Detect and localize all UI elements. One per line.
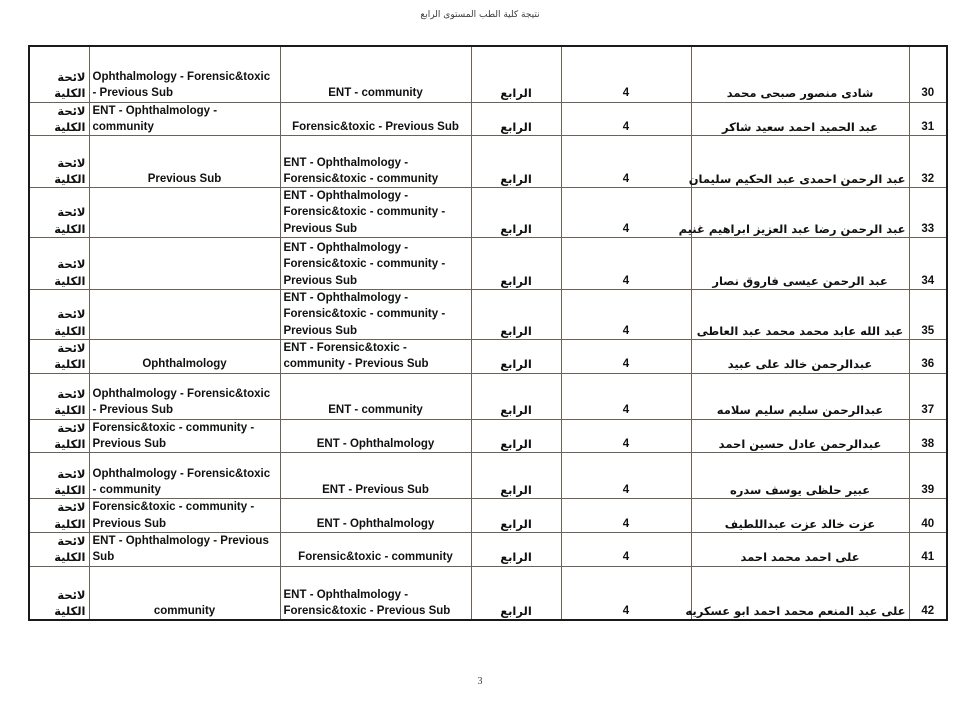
cell-subjects-secondary: Ophthalmology <box>89 340 280 374</box>
cell-subjects-secondary: Forensic&toxic - community - Previous Sub <box>89 499 280 533</box>
table-row <box>29 533 947 567</box>
table-row <box>29 102 947 136</box>
cell-level-number: 4 <box>561 290 691 340</box>
cell-index: 39 <box>909 453 947 499</box>
cell-index: 36 <box>909 340 947 374</box>
cell-level-number: 4 <box>561 340 691 374</box>
cell-subjects-secondary: community <box>89 566 280 620</box>
cell-student-name: شادى منصور صبحى محمد <box>691 46 909 102</box>
cell-regulation: لائحة الكلية <box>29 238 89 290</box>
page-number: 3 <box>477 676 483 687</box>
cell-level: الرابع <box>471 499 561 533</box>
cell-regulation: لائحة الكلية <box>29 533 89 567</box>
cell-level-number: 4 <box>561 533 691 567</box>
cell-level-number: 4 <box>561 188 691 238</box>
cell-level-number: 4 <box>561 136 691 188</box>
cell-index: 33 <box>909 188 947 238</box>
cell-subjects-secondary: Ophthalmology - Forensic&toxic - Previous Sub <box>89 373 280 419</box>
cell-index: 32 <box>909 136 947 188</box>
cell-regulation: لائحة الكلية <box>29 499 89 533</box>
cell-level: الرابع <box>471 419 561 453</box>
cell-subjects-secondary: Ophthalmology - Forensic&toxic - Previous Sub <box>89 46 280 102</box>
cell-student-name: على احمد محمد احمد <box>691 533 909 567</box>
cell-level: الرابع <box>471 340 561 374</box>
cell-subjects-primary: ENT - Ophthalmology <box>280 499 471 533</box>
cell-index: 37 <box>909 373 947 419</box>
cell-subjects-primary: ENT - Ophthalmology - Forensic&toxic - community - Previous Sub <box>280 238 471 290</box>
cell-index: 30 <box>909 46 947 102</box>
cell-subjects-secondary <box>89 290 280 340</box>
document-header-title: نتيجة كلية الطب المستوى الرابع <box>420 10 540 20</box>
table-row <box>29 46 947 102</box>
cell-regulation: لائحة الكلية <box>29 373 89 419</box>
cell-level-number: 4 <box>561 566 691 620</box>
cell-level: الرابع <box>471 46 561 102</box>
cell-level: الرابع <box>471 453 561 499</box>
cell-level: الرابع <box>471 373 561 419</box>
table-row <box>29 566 947 620</box>
cell-subjects-primary: Forensic&toxic - community <box>280 533 471 567</box>
cell-subjects-primary: ENT - community <box>280 373 471 419</box>
cell-subjects-primary: Forensic&toxic - Previous Sub <box>280 102 471 136</box>
cell-subjects-primary: ENT - Forensic&toxic - community - Previous Sub <box>280 340 471 374</box>
cell-regulation: لائحة الكلية <box>29 102 89 136</box>
cell-index: 35 <box>909 290 947 340</box>
cell-subjects-secondary: Ophthalmology - Forensic&toxic - community <box>89 453 280 499</box>
cell-student-name: عزت خالد عزت عبداللطيف <box>691 499 909 533</box>
cell-level: الرابع <box>471 533 561 567</box>
cell-level: الرابع <box>471 290 561 340</box>
cell-regulation: لائحة الكلية <box>29 136 89 188</box>
table-row <box>29 238 947 290</box>
cell-level: الرابع <box>471 238 561 290</box>
cell-index: 34 <box>909 238 947 290</box>
cell-index: 40 <box>909 499 947 533</box>
cell-student-name: عبير حلظى يوسف سدره <box>691 453 909 499</box>
cell-level: الرابع <box>471 566 561 620</box>
cell-student-name: عبد الله عابد محمد محمد عبد العاطى <box>691 290 909 340</box>
cell-regulation: لائحة الكلية <box>29 188 89 238</box>
cell-subjects-secondary: ENT - Ophthalmology - community <box>89 102 280 136</box>
cell-subjects-secondary: Previous Sub <box>89 136 280 188</box>
table-row <box>29 340 947 374</box>
cell-regulation: لائحة الكلية <box>29 290 89 340</box>
table-row <box>29 499 947 533</box>
cell-subjects-primary: ENT - Ophthalmology - Forensic&toxic - Previous Sub <box>280 566 471 620</box>
cell-student-name: عبد الرحمن عيسى فاروق نصار <box>691 238 909 290</box>
cell-student-name: عبدالرحمن عادل حسين احمد <box>691 419 909 453</box>
cell-student-name: عبدالرحمن سليم سليم سلامه <box>691 373 909 419</box>
cell-level: الرابع <box>471 188 561 238</box>
table-row <box>29 373 947 419</box>
cell-subjects-secondary: Forensic&toxic - community - Previous Sub <box>89 419 280 453</box>
results-table-body <box>29 46 947 620</box>
cell-level: الرابع <box>471 102 561 136</box>
results-table <box>28 45 948 621</box>
cell-level-number: 4 <box>561 373 691 419</box>
cell-student-name: عبد الرحمن احمدى عبد الحكيم سليمان <box>691 136 909 188</box>
cell-level-number: 4 <box>561 238 691 290</box>
cell-level-number: 4 <box>561 453 691 499</box>
cell-student-name: عبد الرحمن رضا عبد العزيز ابراهيم غنيم <box>691 188 909 238</box>
cell-index: 42 <box>909 566 947 620</box>
table-row <box>29 453 947 499</box>
cell-student-name: عبدالرحمن خالد على عبيد <box>691 340 909 374</box>
cell-level-number: 4 <box>561 499 691 533</box>
table-row <box>29 419 947 453</box>
cell-index: 41 <box>909 533 947 567</box>
cell-level-number: 4 <box>561 102 691 136</box>
cell-subjects-primary: ENT - Ophthalmology <box>280 419 471 453</box>
cell-regulation: لائحة الكلية <box>29 46 89 102</box>
table-row <box>29 290 947 340</box>
cell-student-name: على عبد المنعم محمد احمد ابو عسكريه <box>691 566 909 620</box>
cell-regulation: لائحة الكلية <box>29 566 89 620</box>
cell-subjects-primary: ENT - Ophthalmology - Forensic&toxic - community - Previous Sub <box>280 290 471 340</box>
table-row <box>29 136 947 188</box>
cell-subjects-secondary: ENT - Ophthalmology - Previous Sub <box>89 533 280 567</box>
cell-regulation: لائحة الكلية <box>29 340 89 374</box>
cell-regulation: لائحة الكلية <box>29 453 89 499</box>
cell-level: الرابع <box>471 136 561 188</box>
table-row <box>29 188 947 238</box>
cell-regulation: لائحة الكلية <box>29 419 89 453</box>
cell-subjects-secondary <box>89 188 280 238</box>
cell-subjects-primary: ENT - community <box>280 46 471 102</box>
cell-subjects-primary: ENT - Previous Sub <box>280 453 471 499</box>
cell-index: 31 <box>909 102 947 136</box>
cell-student-name: عبد الحميد احمد سعيد شاكر <box>691 102 909 136</box>
cell-level-number: 4 <box>561 46 691 102</box>
cell-index: 38 <box>909 419 947 453</box>
cell-subjects-primary: ENT - Ophthalmology - Forensic&toxic - community - Previous Sub <box>280 188 471 238</box>
cell-level-number: 4 <box>561 419 691 453</box>
cell-subjects-primary: ENT - Ophthalmology - Forensic&toxic - community <box>280 136 471 188</box>
cell-subjects-secondary <box>89 238 280 290</box>
